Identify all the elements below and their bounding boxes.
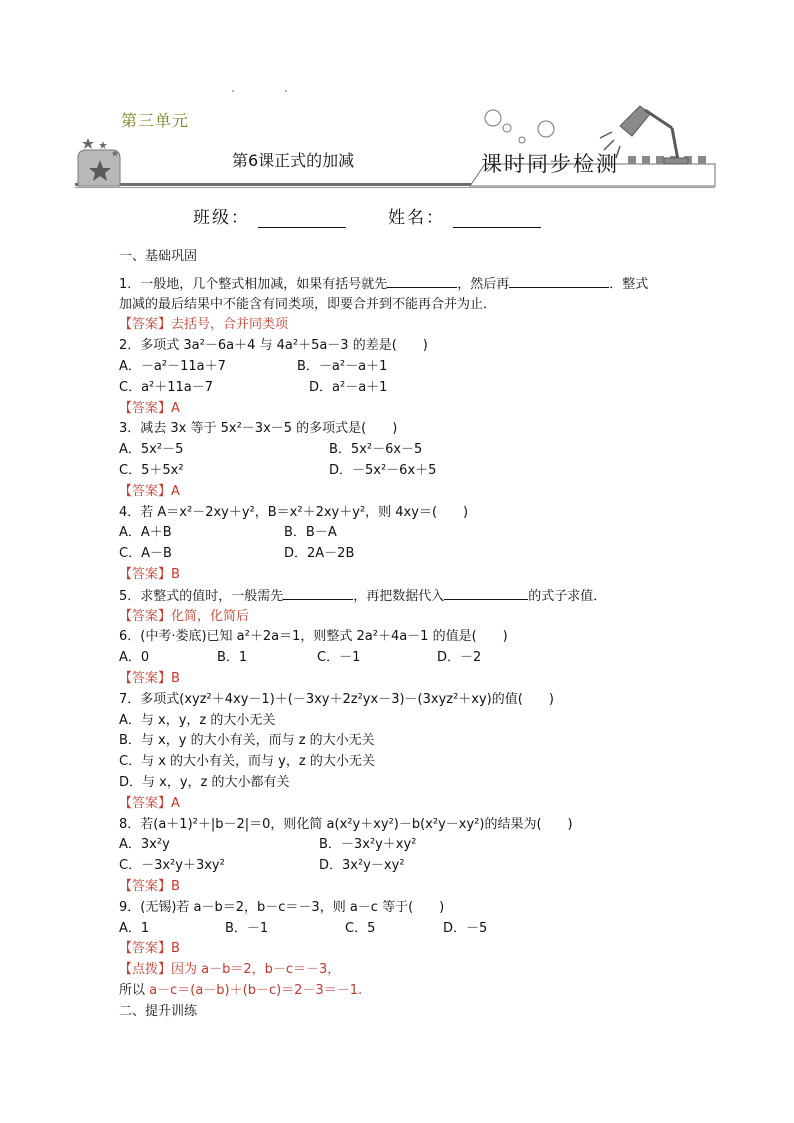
q4-answer [119,565,689,586]
name-label: 姓名： [388,208,445,228]
class-field [193,203,346,228]
q1-blank-1[interactable] [387,274,457,288]
answer-tag: 【答案】 [119,317,172,333]
q8-option-a: A．3x²y [119,837,170,853]
q1-answer [119,315,689,336]
q7-option-c: C．与 x 的大小有关，而与 y，z 的大小无关 [119,754,375,770]
q4-options-ab [119,523,689,544]
q4-option-a: A．A＋B [119,525,172,541]
star-badge-icon [78,138,120,186]
question-8: 8．若(a＋1)²＋|b－2|＝0，则化简 a(x²y＋xy²)－b(x²y－xy²)的结果为( ) [119,816,573,832]
q2-options-cd [119,378,689,399]
q4-option-b: B．B－A [284,525,337,541]
q9-option-c: C．5 [345,920,376,936]
worksheet-content [119,247,689,1022]
hint-prefix: 所以 [119,982,150,998]
q4-options-cd [119,544,689,565]
answer-text: A [171,795,180,811]
hint-text-2: a－c＝(a－b)＋(b－c)＝2－3＝－1. [149,982,363,998]
q5-answer [119,607,689,628]
q2-option-c: C．a²＋11a－7 [119,379,214,395]
question-1 [119,274,689,295]
header-banner-graphic [0,0,794,200]
section-heading-2: 二、提升训练 [119,1003,198,1019]
q7-option-a: A．与 x，y，z 的大小无关 [119,712,276,728]
section-heading-1: 一、基础巩固 [119,249,198,264]
q8-option-c: C．－3x²y＋3xy² [119,858,225,874]
q1-blank-2[interactable] [509,274,609,288]
q8-options-cd [119,856,689,877]
q3-option-c: C．5＋5x² [119,462,184,478]
q9-option-d: D．－5 [443,920,488,936]
q1-text-c: ．整式 [609,276,649,292]
answer-text: B [171,670,180,686]
q5-text-b: ，再把数据代入 [353,588,445,604]
lesson-title: 第6课正式的加减 [232,151,355,170]
question-4: 4．若 A＝x²－2xy＋y²，B＝x²＋2xy＋y²，则 4xy＝( ) [119,504,469,520]
question-5 [119,586,689,607]
unit-title: 第三单元 [121,111,190,130]
q2-options-ab [119,357,689,378]
answer-tag: 【答案】 [119,483,172,499]
q8-options-ab [119,835,689,856]
q5-text-c: 的式子求值． [528,588,607,604]
q9-option-a: A．1 [119,920,150,936]
q3-options-ab [119,440,689,461]
answer-tag: 【答案】 [119,795,172,811]
q6-option-d: D．－2 [437,650,482,666]
answer-tag: 【答案】 [119,941,172,957]
answer-tag: 【答案】 [119,670,172,686]
q8-option-b: B．－3x²y＋xy² [319,837,417,853]
q1-text-a: 1．一般地，几个整式相加减，如果有括号就先 [119,276,388,292]
name-blank[interactable] [453,213,541,228]
q2-option-d: D．a²－a＋1 [309,379,388,395]
question-7: 7．多项式(xyz²＋4xy－1)＋(－3xy＋2z²yx－3)－(3xyz²＋xy)的值( ) [119,691,554,707]
answer-text: A [171,400,180,416]
q3-answer [119,482,689,503]
q2-answer [119,399,689,420]
answer-tag: 【答案】 [119,400,172,416]
answer-text: A [171,483,180,499]
answer-tag: 【答案】 [119,608,172,624]
q4-option-d: D．2A－2B [284,546,355,562]
brand-title: 课时同步检测 [481,152,619,176]
page-header [0,0,794,200]
question-9: 9．(无锡)若 a－b＝2，b－c＝－3，则 a－c 等于( ) [119,899,445,915]
q2-option-b: B．－a²－a＋1 [297,358,388,374]
bubbles-icon [485,110,554,143]
q5-blank-1[interactable] [283,586,353,600]
q3-options-cd [119,461,689,482]
q3-option-d: D．－5x²－6x＋5 [329,462,437,478]
answer-tag: 【答案】 [119,566,172,582]
q8-option-d: D．3x²y－xy² [319,858,405,874]
q1-text-b: ，然后再 [457,276,510,292]
hint-tag: 【点拨】 [119,962,172,978]
question-6: 6．(中考·娄底)已知 a²＋2a＝1，则整式 2a²＋4a－1 的值是( ) [119,629,508,645]
q9-answer [119,939,689,960]
class-label: 班级： [193,208,250,228]
q9-hint-line2 [119,981,689,1002]
q6-option-c: C．－1 [317,650,361,666]
q8-answer [119,877,689,898]
answer-text: B [171,566,180,582]
q6-options [119,648,689,669]
answer-text: B [171,878,180,894]
q7-answer [119,794,689,815]
q9-options [119,919,689,940]
question-3: 3．减去 3x 等于 5x²－3x－5 的多项式是( ) [119,421,398,437]
class-blank[interactable] [258,213,346,228]
q3-option-b: B．5x²－6x－5 [329,442,423,458]
answer-text: 去括号，合并同类项 [171,317,289,333]
q6-answer [119,669,689,690]
question-2: 2．多项式 3a²－6a＋4 与 4a²＋5a－3 的差是( ) [119,338,428,354]
q7-option-b: B．与 x，y 的大小有关，而与 z 的大小无关 [119,733,375,749]
q4-option-c: C．A－B [119,546,172,562]
name-field [388,203,541,228]
answer-text: 化简，化简后 [171,608,250,624]
q2-option-a: A．－a²－11a＋7 [119,358,226,374]
q6-option-a: A．0 [119,650,150,666]
q5-text-a: 5．求整式的值时，一般需先 [119,588,284,604]
answer-tag: 【答案】 [119,878,172,894]
q1-line2: 加减的最后结果中不能含有同类项，即要合并到不能再合并为止． [119,296,497,312]
q5-blank-2[interactable] [444,586,528,600]
hint-text-1: 因为 a－b＝2，b－c＝－3， [171,962,341,978]
q3-option-a: A．5x²－5 [119,442,184,458]
answer-text: B [171,941,180,957]
q6-option-b: B．1 [217,650,248,666]
q9-option-b: B．－1 [225,920,269,936]
q9-hint [119,960,689,981]
q7-option-d: D．与 x，y，z 的大小都有关 [119,774,290,790]
